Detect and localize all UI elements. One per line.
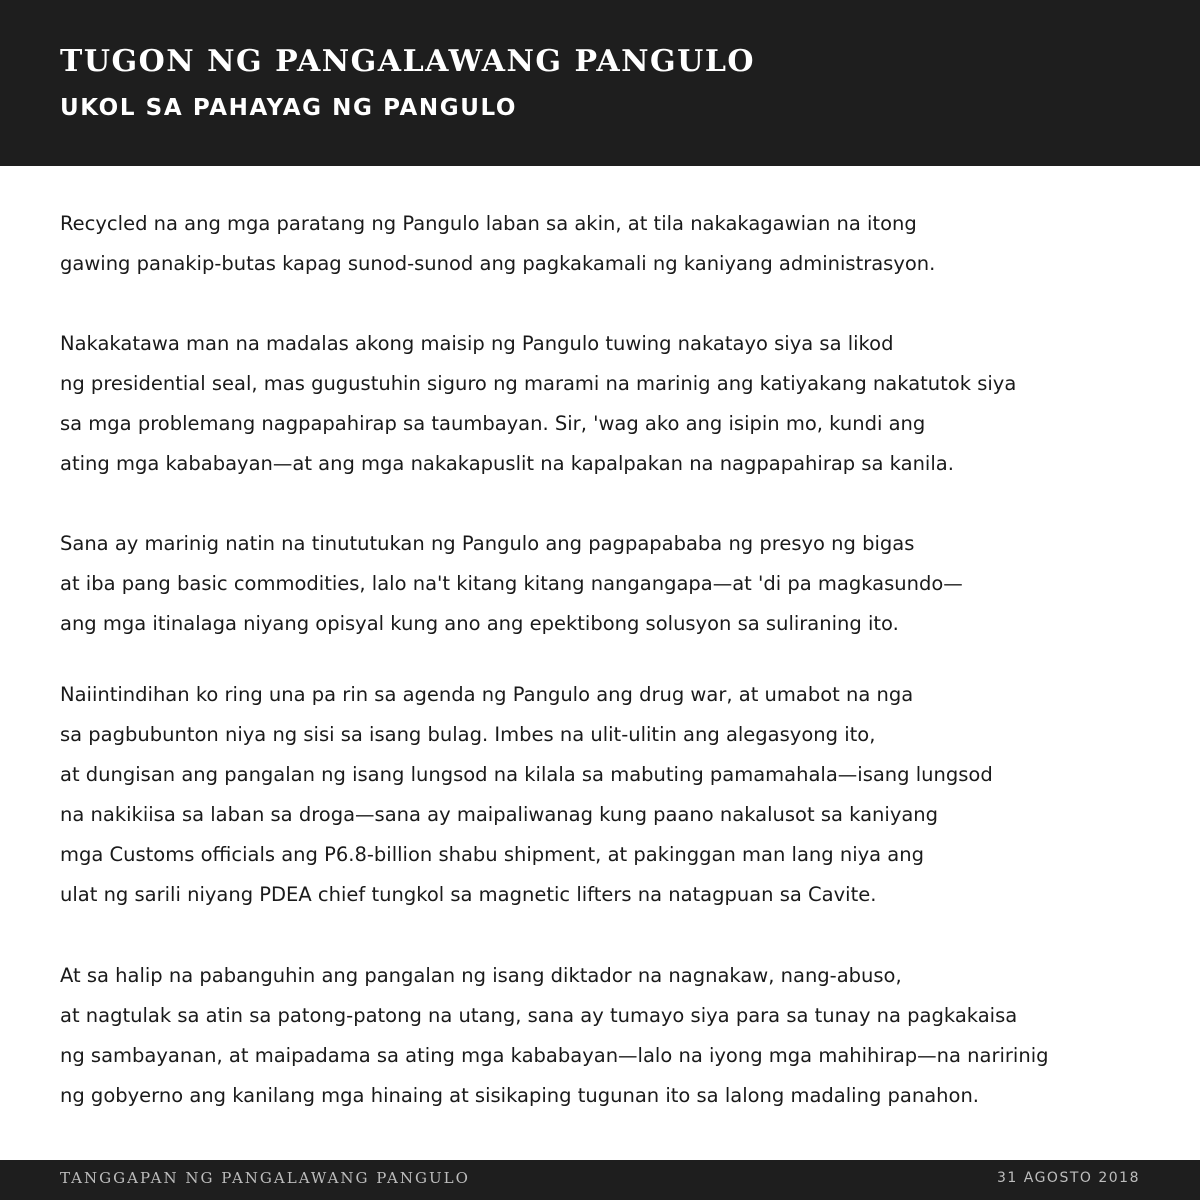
paragraph-line: Sana ay marinig natin na tinututukan ng Pangulo ang pagpapababa ng presyo ng bigas [60, 532, 915, 555]
paragraph-line: At sa halip na pabanguhin ang pangalan ng isang diktador na nagnakaw, nang-abuso, [60, 964, 902, 987]
header-banner [0, 0, 1200, 166]
paragraph-line: at dungisan ang pangalan ng isang lungsod na kilala sa mabuting pamamahala—isang lungsod [60, 763, 993, 786]
footer-banner [0, 1160, 1200, 1200]
paragraph-line: Naiintindihan ko ring una pa rin sa agenda ng Pangulo ang drug war, at umabot na nga [60, 683, 914, 706]
paragraph-line: sa mga problemang nagpapahirap sa taumbayan. Sir, 'wag ako ang isipin mo, kundi ang [60, 412, 926, 435]
paragraph-line: Nakakatawa man na madalas akong maisip ng Pangulo tuwing nakatayo siya sa likod [60, 332, 894, 355]
paragraph-line: at iba pang basic commodities, lalo na't kitang kitang nangangapa—at 'di pa magkasundo— [60, 572, 963, 595]
statement-subtitle: UKOL SA PAHAYAG NG PANGULO [60, 95, 518, 121]
paragraph-line: ang mga itinalaga niyang opisyal kung ano ang epektibong solusyon sa suliraning ito. [60, 612, 899, 635]
paragraph-line: ng sambayanan, at maipadama sa ating mga kababayan—lalo na iyong mga mahihirap—na naririnig [60, 1044, 1049, 1067]
statement-title: TUGON NG PANGALAWANG PANGULO [60, 44, 756, 79]
paragraph-line: at nagtulak sa atin sa patong-patong na utang, sana ay tumayo siya para sa tunay na pagkakaisa [60, 1004, 1018, 1027]
paragraph-line: gawing panakip-butas kapag sunod-sunod ang pagkakamali ng kaniyang administrasyon. [60, 252, 936, 275]
paragraph-line: Recycled na ang mga paratang ng Pangulo laban sa akin, at tila nakakagawian na itong [60, 212, 917, 235]
paragraph-line: mga Customs officials ang P6.8-billion shabu shipment, at pakinggan man lang niya ang [60, 843, 924, 866]
footer-date: 31 AGOSTO 2018 [996, 1170, 1140, 1186]
paragraph-line: na nakikiisa sa laban sa droga—sana ay maipaliwanag kung paano nakalusot sa kaniyang [60, 803, 939, 826]
paragraph-line: ulat ng sarili niyang PDEA chief tungkol sa magnetic lifters na natagpuan sa Cavite. [60, 883, 877, 906]
paragraph-line: ng presidential seal, mas gugustuhin siguro ng marami na marinig ang katiyakang nakatutok siya [60, 372, 1017, 395]
footer-office-name: TANGGAPAN NG PANGALAWANG PANGULO [60, 1169, 470, 1187]
paragraph-line: sa pagbubunton niya ng sisi sa isang bulag. Imbes na ulit-ulitin ang alegasyong ito, [60, 723, 876, 746]
paragraph-line: ating mga kababayan—at ang mga nakakapuslit na kapalpakan na nagpapahirap sa kanila. [60, 452, 954, 475]
paragraph-line: ng gobyerno ang kanilang mga hinaing at sisikaping tugunan ito sa lalong madaling panahon. [60, 1084, 980, 1107]
